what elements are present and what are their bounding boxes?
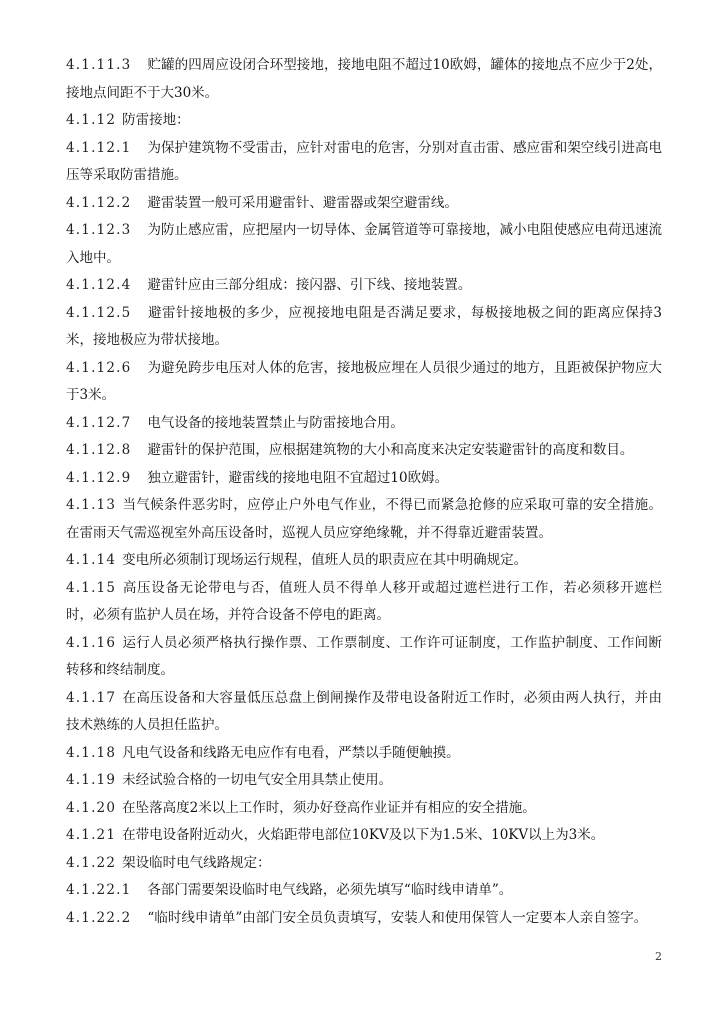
clause-text: 避雷装置一般可采用避雷针、避雷器或架空避雷线。 bbox=[147, 194, 458, 211]
paragraph-4-1-14 bbox=[66, 547, 662, 575]
clause-text: 为保护建筑物不受雷击，应针对雷电的危害，分别对直击雷、感应雷和架空线引进高电压等采取防雷措施。 bbox=[66, 139, 662, 183]
clause-text: 变电所必须制订现场运行规程，值班人员的职责应在其中明确规定。 bbox=[122, 552, 528, 568]
paragraph-4-1-12-8 bbox=[66, 437, 662, 465]
clause-text: 凡电气设备和线路无电应作有电看，严禁以手随便触摸。 bbox=[122, 744, 460, 761]
clause-text: “临时线申请单”由部门安全员负责填写，安装人和使用保管人一定要本人亲自签字。 bbox=[147, 909, 648, 926]
paragraph-4-1-18 bbox=[66, 740, 662, 768]
paragraph-4-1-12-3 bbox=[66, 217, 662, 272]
clause-text: 在坠落高度2米以上工作时，须办好登高作业证并有相应的安全措施。 bbox=[122, 799, 536, 816]
clause-number: 4.1.12.4 bbox=[66, 277, 132, 293]
clause-number: 4.1.12.5 bbox=[66, 304, 132, 321]
clause-number: 4.1.16 bbox=[66, 634, 117, 651]
paragraph-4-1-12-9 bbox=[66, 465, 662, 493]
paragraph-4-1-19 bbox=[66, 767, 662, 795]
clause-text: 避雷针接地极的多少，应视接地电阻是否满足要求，每极接地极之间的距离应保持3米，接地极应为带状接地。 bbox=[66, 304, 662, 348]
clause-text: 避雷针的保护范围，应根据建筑物的大小和高度来决定安装避雷针的高度和数目。 bbox=[147, 442, 634, 458]
clause-number: 4.1.12.6 bbox=[66, 359, 132, 376]
clause-number: 4.1.22.1 bbox=[66, 882, 132, 898]
clause-text: 贮罐的四周应设闭合环型接地，接地电阻不超过10欧姆，罐体的接地点不应少于2处，接地点间距不于大30米。 bbox=[66, 57, 662, 101]
clause-text: 运行人员必须严格执行操作票、工作票制度、工作许可证制度，工作监护制度、工作间断转移和终结制度。 bbox=[66, 634, 662, 678]
clause-text: 电气设备的接地装置禁止与防雷接地合用。 bbox=[147, 414, 404, 431]
clause-number: 4.1.13 bbox=[66, 497, 117, 513]
paragraph-4-1-12 bbox=[66, 107, 662, 135]
clause-number: 4.1.12 bbox=[66, 112, 117, 128]
clause-number: 4.1.21 bbox=[66, 827, 117, 843]
clause-number: 4.1.22.2 bbox=[66, 909, 132, 926]
paragraph-4-1-16 bbox=[66, 630, 662, 685]
clause-number: 4.1.12.2 bbox=[66, 194, 132, 211]
clause-text: 各部门需要架设临时电气线路，必须先填写“临时线申请单”。 bbox=[147, 882, 513, 898]
clause-number: 4.1.18 bbox=[66, 744, 117, 761]
clause-text: 高压设备无论带电与否，值班人员不得单人移开或超过遮栏进行工作，若必须移开遮栏时，必须有监护人员在场，并符合设备不停电的距离。 bbox=[66, 579, 662, 623]
paragraph-4-1-21 bbox=[66, 822, 662, 850]
clause-text: 当气候条件恶劣时，应停止户外电气作业，不得已而紧急抢修的应采取可靠的安全措施。在雷雨天气需巡视室外高压设备时，巡视人员应穿绝缘靴，并不得靠近避雷装置。 bbox=[66, 497, 662, 541]
paragraph-4-1-20 bbox=[66, 795, 662, 823]
paragraph-4-1-12-5 bbox=[66, 300, 662, 355]
paragraph-4-1-12-2 bbox=[66, 190, 662, 218]
clause-number: 4.1.12.1 bbox=[66, 139, 132, 156]
clause-text: 独立避雷针，避雷线的接地电阻不宜超过10欧姆。 bbox=[147, 469, 449, 486]
paragraph-4-1-17 bbox=[66, 685, 662, 740]
clause-text: 避雷针应由三部分组成：接闪器、引下线、接地装置。 bbox=[147, 277, 472, 293]
clause-number: 4.1.12.3 bbox=[66, 222, 132, 238]
clause-text: 防雷接地： bbox=[122, 112, 190, 128]
clause-number: 4.1.15 bbox=[66, 579, 117, 596]
clause-text: 在高压设备和大容量低压总盘上倒闸操作及带电设备附近工作时，必须由两人执行，并由技术熟练的人员担任监护。 bbox=[66, 689, 662, 733]
clause-text: 为防止感应雷，应把屋内一切导体、金属管道等可靠接地，减小电阻使感应电荷迅速流入地中。 bbox=[66, 222, 662, 266]
paragraph-4-1-12-7 bbox=[66, 410, 662, 438]
clause-number: 4.1.17 bbox=[66, 689, 117, 706]
paragraph-4-1-22-1 bbox=[66, 877, 662, 905]
clause-text: 在带电设备附近动火，火焰距带电部位10KV及以下为1.5米、10KV以上为3米。 bbox=[122, 827, 605, 843]
clause-number: 4.1.22 bbox=[66, 854, 117, 871]
paragraph-4-1-12-1 bbox=[66, 135, 662, 190]
paragraph-4-1-12-6 bbox=[66, 355, 662, 410]
clause-number: 4.1.11.3 bbox=[66, 57, 132, 73]
clause-number: 4.1.12.9 bbox=[66, 469, 132, 486]
paragraph-4-1-22 bbox=[66, 850, 662, 878]
clause-text: 架设临时电气线路规定： bbox=[122, 854, 271, 871]
paragraph-4-1-22-2 bbox=[66, 905, 662, 933]
paragraph-4-1-15 bbox=[66, 575, 662, 630]
document-body bbox=[66, 52, 662, 932]
clause-text: 未经试验合格的一切电气安全用具禁止使用。 bbox=[122, 772, 393, 788]
paragraph-4-1-11-3 bbox=[66, 52, 662, 107]
clause-number: 4.1.12.7 bbox=[66, 414, 132, 431]
clause-number: 4.1.12.8 bbox=[66, 442, 132, 458]
paragraph-4-1-12-4 bbox=[66, 272, 662, 300]
clause-number: 4.1.19 bbox=[66, 772, 117, 788]
page-number: 2 bbox=[655, 950, 662, 963]
clause-text: 为避免跨步电压对人体的危害，接地极应埋在人员很少通过的地方，且距被保护物应大于3米。 bbox=[66, 359, 662, 403]
clause-number: 4.1.20 bbox=[66, 799, 117, 816]
paragraph-4-1-13 bbox=[66, 492, 662, 547]
clause-number: 4.1.14 bbox=[66, 552, 117, 568]
